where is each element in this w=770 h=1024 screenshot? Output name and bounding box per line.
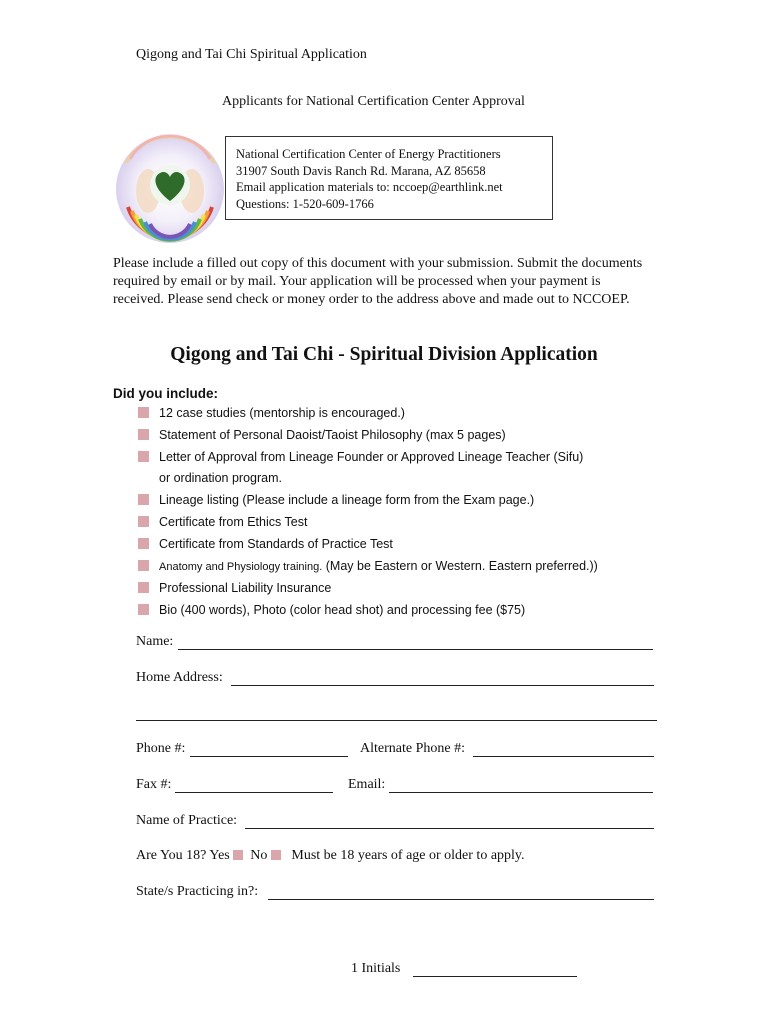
- checkbox[interactable]: [138, 429, 149, 440]
- age-question-label: Are You 18? Yes: [136, 848, 230, 863]
- document-header-title: Qigong and Tai Chi Spiritual Application: [136, 47, 367, 62]
- page-footer: [351, 961, 400, 977]
- checklist-item: Certificate from Standards of Practice Test: [136, 534, 696, 556]
- states-label: State/s Practicing in?:: [136, 884, 259, 899]
- checklist-item: Lineage listing (Please include a lineage form from the Exam page.): [136, 490, 696, 512]
- age-question-row: [136, 848, 525, 864]
- checklist-item: 12 case studies (mentorship is encouraged.): [136, 403, 696, 425]
- fax-label: Fax #:: [136, 777, 172, 792]
- email-field[interactable]: [389, 777, 653, 793]
- checkbox[interactable]: [138, 560, 149, 571]
- home-address-field[interactable]: [231, 670, 654, 686]
- name-label: Name:: [136, 634, 174, 649]
- checklist-item: Professional Liability Insurance: [136, 578, 696, 600]
- questions-phone: Questions: 1-520-609-1766: [236, 196, 374, 211]
- document-subtitle: Applicants for National Certification Center Approval: [222, 94, 525, 109]
- name-field[interactable]: [178, 634, 653, 650]
- heart-logo-icon: [114, 133, 226, 245]
- checklist-item: Letter of Approval from Lineage Founder or Approved Lineage Teacher (Sifu) or ordination program.: [136, 447, 696, 490]
- initials-field[interactable]: [413, 961, 577, 977]
- email-instruction: Email application materials to: nccoep@earthlink.net: [236, 180, 503, 194]
- checklist-item: Certificate from Ethics Test: [136, 512, 696, 534]
- organization-name: National Certification Center of Energy Practitioners: [236, 147, 501, 161]
- age-requirement-note: Must be 18 years of age or older to apply.: [291, 848, 525, 863]
- checklist-heading: Did you include:: [113, 386, 219, 401]
- checklist-item: Bio (400 words), Photo (color head shot) and processing fee ($75): [136, 600, 696, 622]
- home-address-label: Home Address:: [136, 670, 223, 685]
- checklist-item: Anatomy and Physiology training. (May be Eastern or Western. Eastern preferred.)): [136, 556, 696, 578]
- alternate-phone-label: Alternate Phone #:: [360, 741, 465, 756]
- alternate-phone-field[interactable]: [473, 741, 654, 757]
- page-number: 1: [351, 961, 358, 976]
- checklist-item: Statement of Personal Daoist/Taoist Philosophy (max 5 pages): [136, 425, 696, 447]
- no-checkbox[interactable]: [271, 850, 281, 860]
- organization-address: 31907 South Davis Ranch Rd. Marana, AZ 85658: [236, 163, 486, 178]
- checkbox[interactable]: [138, 604, 149, 615]
- phone-field[interactable]: [190, 741, 348, 757]
- checklist: [136, 403, 696, 622]
- states-field[interactable]: [268, 884, 654, 900]
- checkbox[interactable]: [138, 451, 149, 462]
- checkbox[interactable]: [138, 516, 149, 527]
- page-title: Qigong and Tai Chi - Spiritual Division Application: [170, 344, 598, 365]
- checkbox[interactable]: [138, 494, 149, 505]
- fax-field[interactable]: [175, 777, 333, 793]
- home-address-line-2[interactable]: [136, 706, 657, 721]
- practice-name-field[interactable]: [245, 813, 654, 829]
- checkbox[interactable]: [138, 538, 149, 549]
- checkbox[interactable]: [138, 582, 149, 593]
- intro-paragraph: Please include a filled out copy of this document with your submission. Submit the documents required by email or by mail. Your application will be processed when your payment is received. Please send check or money order to the address above and made out to NCCOEP.: [113, 256, 643, 307]
- contact-info-box: [225, 136, 553, 220]
- practice-name-label: Name of Practice:: [136, 813, 238, 828]
- email-label: Email:: [348, 777, 386, 792]
- phone-label: Phone #:: [136, 741, 186, 756]
- checkbox[interactable]: [138, 407, 149, 418]
- yes-checkbox[interactable]: [233, 850, 243, 860]
- initials-label: Initials: [361, 961, 401, 976]
- no-label: No: [250, 848, 268, 863]
